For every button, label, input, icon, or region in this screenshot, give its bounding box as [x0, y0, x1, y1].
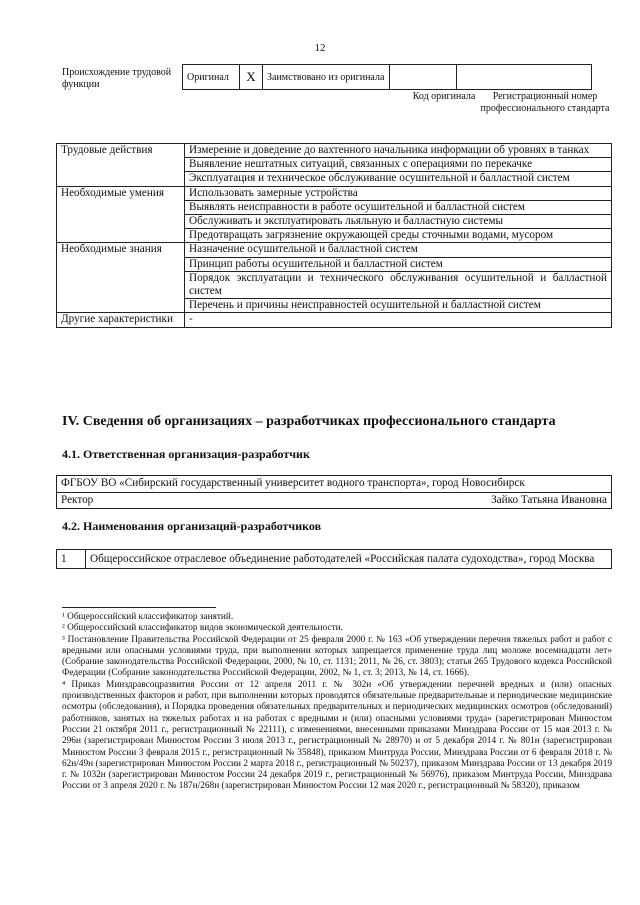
org-name: ФГБОУ ВО «Сибирский государственный университет водного транспорта», город Новосибирск — [57, 476, 612, 493]
labor-action-row: Выявление нештатных ситуаций, связанных с операциями по перекачке — [185, 158, 612, 172]
position: Ректор — [57, 492, 194, 509]
footnote-2: ² Общероссийский классификатор видов экономической деятельности. — [62, 623, 343, 634]
original-label: Оригинал — [183, 65, 240, 90]
skill-row: Выявлять неисправности в работе осушительной и балластной систем — [185, 200, 612, 214]
skill-row: Предотвращать загрязнение окружающей среды сточными водами, мусором — [185, 229, 612, 243]
origin-label: Происхождение трудовой функции — [62, 67, 172, 90]
code-caption: Код оригинала — [412, 91, 476, 102]
footnote-1: ¹ Общероссийский классификатор занятий. — [62, 612, 234, 622]
responsible-org-table — [56, 475, 612, 509]
dev-org-name: Общероссийское отраслевое объединение работодателей «Российская палата судоходства», город Москва — [86, 550, 612, 569]
labor-action-row: Эксплуатация и техническое обслуживание осушительной и балластной систем — [185, 172, 612, 186]
knowledge-row: Принцип работы осушительной и балластной систем — [185, 257, 612, 271]
footnote-separator — [62, 607, 216, 608]
work-function-table — [56, 143, 612, 328]
footnote-4: ⁴ Приказ Минздравсоцразвития России от 12 апреля 2011 г. № 302н «Об утверждении перечней вредных и (или) опасных производственных факторов и работ, при выполнении которых проводятся обязательные предварительные и периодические медицинские осмотры (обследования), и Порядка проведения обязательных предварительных и периодических медицинских осмотров (обследований) работников, занятых на тяжелых работах и на работах с вредными и (или) опасными условиями труда» (зарегистрирован Минюстом России 21 октября 2011 г., регистрационный № 22111), с изменениями, внесенными приказами Минздрава России от 15 мая 2013 г. № 296н (зарегистрирован Минюстом России 3 июля 2013 г., регистрационный № 28970) и от 5 декабря 2014 г. № 801н (зарегистрирован Минюстом России 3 февраля 2015 г., регистрационный № 35848), приказом Минтруда России, Минздрава России от 6 февраля 2018 г. № 62н/49н (зарегистрирован Минюстом России 2 марта 2018 г., регистрационный № 50237), приказом Минздрава России от 13 декабря 2019 г. № 1032н (зарегистрирован Минюстом России 24 декабря 2019 г., регистрационный № 56976), приказом Минтруда России, Минздрава России от 3 апреля 2020 г. № 187н/268н (зарегистрирован Минюстом России 12 мая 2020 г., регистрационный № 58320), приказом — [62, 679, 612, 792]
code-cell — [390, 65, 457, 90]
labor-action-row: Измерение и доведение до вахтенного начальника информации об уровнях в танках — [185, 144, 612, 158]
knowledge-head: Необходимые знания — [57, 243, 185, 313]
knowledge-row: Назначение осушительной и балластной систем — [185, 243, 612, 257]
footnotes — [62, 612, 612, 793]
section-title: IV. Сведения об организациях – разработчиках профессионального стандарта — [62, 414, 556, 429]
skills-head: Необходимые умения — [57, 186, 185, 243]
other-value: - — [185, 313, 612, 327]
footnote-3: ³ Постановление Правительства Российской Федерации от 25 февраля 2000 г. № 163 «Об утверждении перечня тяжелых работ и работ с вредными или опасными условиями труда, при выполнении которых запрещается применение труда лиц моложе восемнадцати лет» (Собрание законодательства Российской Федерации, 2000, № 10, ст. 1131; 2011, № 26, ст. 3803); статья 265 Трудового кодекса Российской Федерации (Собрание законодательства Российской Федерации, 2002, № 1, ст. 3; 2013, № 14, ст. 1666). — [62, 634, 612, 679]
dev-org-num: 1 — [57, 550, 86, 569]
reg-caption: Регистрационный номер профессионального стандарта — [480, 91, 610, 114]
labor-actions-head: Трудовые действия — [57, 144, 185, 187]
page-number: 12 — [314, 42, 326, 54]
subsection-title-responsible: 4.1. Ответственная организация-разработчик — [62, 447, 310, 461]
developer-orgs-table — [56, 549, 612, 569]
knowledge-row: Перечень и причины неисправностей осушительной и балластной систем — [185, 299, 612, 313]
skill-row: Обслуживать и эксплуатировать льяльную и балластную системы — [185, 215, 612, 229]
subsection-title-developers: 4.2. Наименования организаций-разработчиков — [62, 519, 322, 533]
skill-row: Использовать замерные устройства — [185, 186, 612, 200]
other-head: Другие характеристики — [57, 313, 185, 327]
knowledge-row: Порядок эксплуатации и технического обслуживания осушительной и балластной систем — [185, 271, 612, 298]
reg-number-cell — [457, 65, 592, 90]
original-mark: X — [240, 65, 263, 90]
borrowed-label: Заимствовано из оригинала — [263, 65, 390, 90]
origin-table — [182, 64, 592, 90]
person-name: Зайко Татьяна Ивановна — [193, 492, 611, 509]
